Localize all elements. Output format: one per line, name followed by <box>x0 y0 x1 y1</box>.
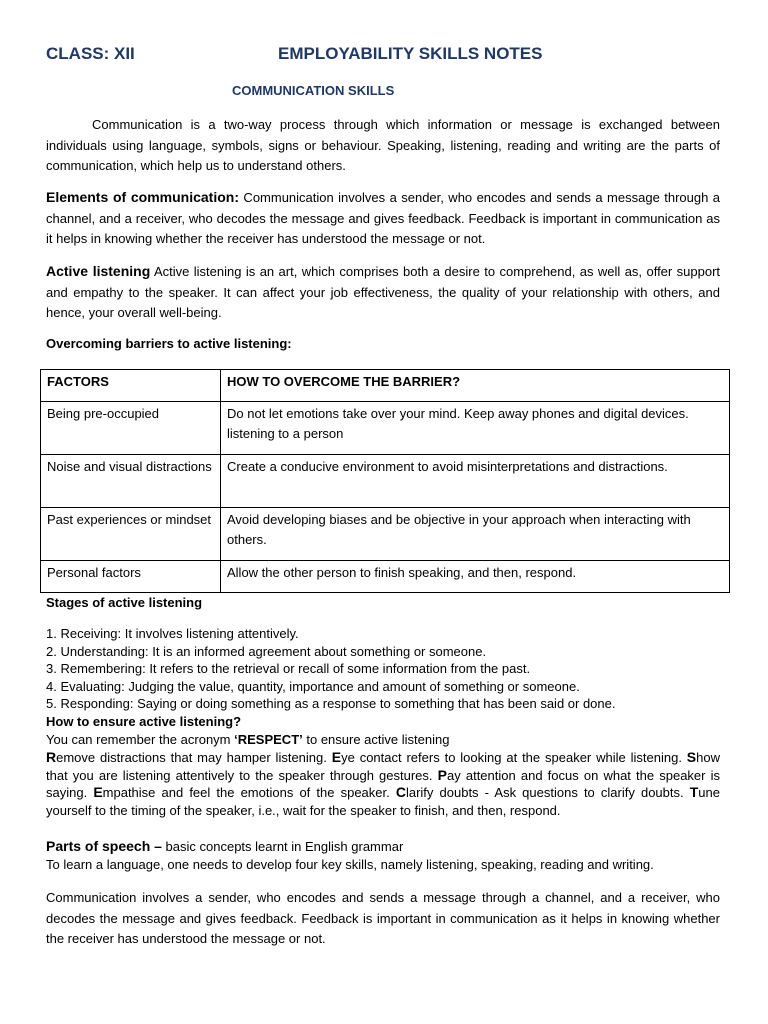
parts-of-speech-line <box>46 838 403 856</box>
acronym-text: ay attention and focus on what the speaker is saying. <box>46 767 720 801</box>
elements-text: Communication involves a sender, who encodes and sends a message through a channel, and a receiver, who decodes the message and gives feedback. Feedback is important in communication as it helps in knowing whether the receiver has understood the message or not. <box>46 190 720 247</box>
barriers-table <box>40 369 730 593</box>
stages-heading: Stages of active listening <box>46 595 203 610</box>
acronym-letter: E <box>93 784 103 801</box>
list-item: 4. Evaluating: Judging the value, quantity, importance and amount of something or someone. <box>46 678 580 694</box>
acronym-letter: C <box>395 784 406 801</box>
stages-list <box>46 625 616 713</box>
active-listening-label: Active listening <box>46 263 151 279</box>
elements-label: Elements of communication: <box>46 189 239 205</box>
section-subtitle: COMMUNICATION SKILLS <box>232 83 395 98</box>
respect-heading: How to ensure active listening? <box>46 714 242 729</box>
factor-cell: Being pre-occupied <box>41 402 221 455</box>
factor-cell: Past experiences or mindset <box>41 508 221 561</box>
solution-cell: Allow the other person to finish speaking, and then, respond. <box>221 561 730 593</box>
acronym-text: ye contact refers to looking at the speaker while listening. <box>341 750 687 765</box>
acronym-text: emove distractions that may hamper listening. <box>56 750 332 765</box>
acronym-text: une yourself to the timing of the speaker, i.e., wait for the speaker to finish, and then, respond. <box>46 785 720 818</box>
acronym-text: how that you are listening attentively to the speaker through gestures. <box>46 750 720 783</box>
list-item: 5. Responding: Saying or doing something as a response to something that has been said or done. <box>46 696 616 712</box>
respect-acronym: ‘RESPECT’ <box>234 732 303 747</box>
parts-of-speech-detail: To learn a language, one needs to develop four key skills, namely listening, speaking, reading and writing. <box>46 857 654 872</box>
column-header-factors: FACTORS <box>41 370 221 402</box>
document-header <box>46 44 728 68</box>
acronym-text: larify doubts - Ask questions to clarify doubts. <box>405 785 690 801</box>
solution-cell: Do not let emotions take over your mind. Keep away phones and digital devices. listening to a person <box>221 402 730 455</box>
list-item: 2. Understanding: It is an informed agreement about something or someone. <box>46 643 487 659</box>
list-item: 3. Remembering: It refers to the retrieval or recall of some information from the past. <box>46 661 531 677</box>
barriers-heading: Overcoming barriers to active listening: <box>46 336 292 351</box>
table-row <box>41 561 730 593</box>
respect-intro <box>46 731 449 749</box>
respect-paragraph <box>46 749 720 819</box>
document-title: EMPLOYABILITY SKILLS NOTES <box>278 44 543 63</box>
parts-of-speech-label: Parts of speech – <box>46 838 162 854</box>
intro-paragraph: Communication is a two-way process through which information or message is exchanged between individuals using language, symbols, signs or behaviour. Speaking, listening, reading and writing are the parts of communication, which help us to understand others. <box>46 117 720 174</box>
factor-cell: Noise and visual distractions <box>41 455 221 508</box>
factor-cell: Personal factors <box>41 561 221 593</box>
table-row <box>41 455 730 508</box>
acronym-letter: S <box>686 749 697 765</box>
acronym-letter: E <box>331 749 342 765</box>
column-header-overcome: HOW TO OVERCOME THE BARRIER? <box>221 370 730 402</box>
active-listening-text: Active listening is an art, which comprises both a desire to comprehend, as well as, offer support and empathy to the speaker. It can affect your job effectiveness, the quality of your relationship with others, and hence, your overall well-being. <box>46 264 721 321</box>
solution-cell: Avoid developing biases and be objective in your approach when interacting with others. <box>221 508 730 561</box>
acronym-letter: R <box>46 749 57 765</box>
acronym-text: mpathise and feel the emotions of the speaker. <box>102 785 396 801</box>
closing-paragraph: Communication involves a sender, who encodes and sends a message through a channel, and a receiver, who decodes the message and gives feedback. Feedback is important in communication as it helps in knowing whether the receiver has understood the message or not. <box>46 890 720 947</box>
table-row <box>41 402 730 455</box>
acronym-letter: P <box>437 766 447 783</box>
solution-cell: Create a conducive environment to avoid misinterpretations and distractions. <box>221 455 730 508</box>
class-label: CLASS: XII <box>46 44 135 63</box>
list-item: 1. Receiving: It involves listening attentively. <box>46 626 299 641</box>
respect-intro-after: to ensure active listening <box>302 732 450 747</box>
elements-paragraph <box>46 187 720 250</box>
parts-of-speech-text: basic concepts learnt in English grammar <box>161 839 404 854</box>
table-header-row <box>41 370 730 402</box>
respect-intro-before: You can remember the acronym <box>46 732 235 747</box>
active-listening-paragraph <box>46 261 720 324</box>
table-row <box>41 508 730 561</box>
acronym-letter: T <box>689 784 699 801</box>
